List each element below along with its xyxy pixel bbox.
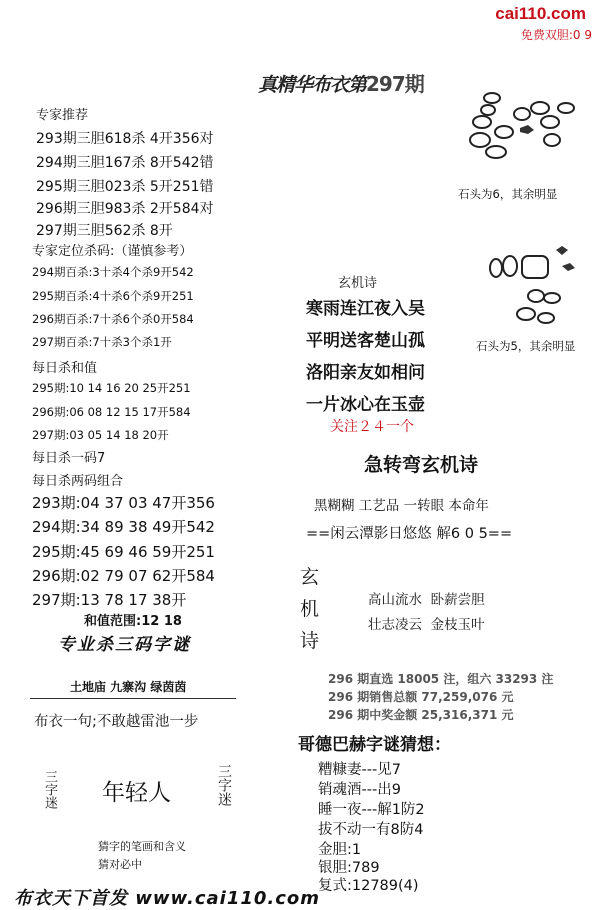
- poem-heading: 玄机诗: [338, 276, 378, 291]
- sum-line: 295期:10 14 16 20 25开251: [32, 381, 191, 395]
- poem-focus: 关注２４一个: [330, 419, 414, 435]
- xuanji-char: 诗: [300, 630, 320, 652]
- title-issue: 297期: [366, 72, 424, 96]
- kill-one-code: 每日杀一码7: [32, 451, 106, 466]
- two-code-line: 293期:04 37 03 47开356: [32, 494, 215, 512]
- site-logo-text[interactable]: cai110.com: [495, 4, 586, 23]
- expert-line: 294期三胆167杀 8开542错: [36, 155, 214, 171]
- xuanji-row: 壮志凌云 金枝玉叶: [368, 617, 485, 633]
- buyi-sentence: 布衣一句;不敢越雷池一步: [34, 714, 199, 730]
- stones-picture-1: [460, 88, 590, 170]
- free-double-pick: 免费双胆:0 9: [520, 28, 592, 42]
- stone-caption-2: 石头为5，其余明显: [476, 339, 576, 353]
- expert-line: 295期三胆023杀 5开251错: [36, 179, 214, 195]
- stone-icon: [470, 93, 574, 158]
- two-code-line: 294期:34 89 38 49开542: [32, 518, 215, 536]
- poem-line: 洛阳亲友如相问: [306, 363, 425, 383]
- position-line: 295期百杀:4十杀6个杀9开251: [32, 289, 194, 303]
- riddle-right-label: 三字迷: [216, 764, 232, 806]
- stats-line: 296 期中奖金额 25,316,371 元: [328, 708, 514, 722]
- goethe-line: 睡一夜---解1防2: [318, 802, 425, 818]
- goethe-line: 拔不动一有8防4: [318, 822, 424, 838]
- divider: [30, 698, 236, 699]
- stats-line: 296 期销售总额 77,259,076 元: [328, 690, 514, 704]
- sum-heading: 每日杀和值: [32, 361, 98, 376]
- tudi-line: 土地庙 九寨沟 绿茵茵: [70, 680, 187, 694]
- sum-line: 296期:06 08 12 15 17开584: [32, 405, 191, 419]
- two-code-heading: 每日杀两码组合: [32, 474, 124, 489]
- jizhuan-line: ==闲云潭影日悠悠 解6 0 5==: [306, 526, 513, 542]
- page-title: [258, 68, 424, 97]
- two-code-line: 296期:02 79 07 62开584: [32, 567, 215, 585]
- xuanji-char: 玄: [300, 566, 320, 588]
- poem-line: 寒雨连江夜入吴: [306, 299, 425, 319]
- riddle-hint: 猜对必中: [98, 858, 142, 871]
- poem-line: 平明送客楚山孤: [306, 331, 425, 351]
- xuanji-row: 高山流水 卧薪尝胆: [368, 592, 485, 608]
- two-code-line: 295期:45 69 46 59开251: [32, 543, 215, 561]
- goethe-heading: 哥德巴赫字谜猜想：: [298, 735, 451, 755]
- riddle-hint: 猜字的笔画和含义: [98, 840, 186, 853]
- position-heading: 专家定位杀码:（谨慎参考）: [32, 244, 193, 259]
- jizhuan-line: 黑糊糊 工艺品 一转眼 本命年: [314, 498, 489, 514]
- riddle-left-label: 三字迷: [42, 770, 57, 809]
- goethe-line: 复式:12789(4): [318, 878, 419, 894]
- position-line: 294期百杀:3十杀4个杀9开542: [32, 265, 194, 279]
- stone-caption-1: 石头为6，其余明显: [458, 187, 558, 201]
- stones-picture-2: [482, 238, 592, 330]
- poem-line: 一片冰心在玉壶: [306, 395, 425, 415]
- jizhuan-heading: 急转弯玄机诗: [364, 454, 479, 476]
- goethe-line: 糟糠妻---见7: [318, 762, 401, 778]
- stone-icon: [490, 246, 575, 323]
- xuanji-char: 机: [300, 598, 320, 620]
- position-line: 296期百杀:7十杀6个杀0开584: [32, 312, 194, 326]
- goethe-line: 银胆:789: [318, 860, 380, 876]
- two-code-line: 297期:13 78 17 38开: [32, 591, 187, 609]
- sum-range: 和值范围:12 18: [84, 614, 182, 629]
- title-text: 真精华布衣第: [258, 74, 367, 96]
- expert-line: 297期三胆562杀 8开: [36, 223, 173, 239]
- goethe-line: 销魂酒---出9: [318, 782, 401, 798]
- sum-line: 297期:03 05 14 18 20开: [32, 428, 169, 442]
- expert-heading: 专家推荐: [36, 108, 89, 123]
- expert-line: 293期三胆618杀 4开356对: [36, 131, 214, 147]
- position-line: 297期百杀:7十杀3个杀1开: [32, 335, 172, 349]
- three-code-title: 专业杀三码字谜: [58, 635, 191, 655]
- expert-line: 296期三胆983杀 2开584对: [36, 201, 214, 217]
- stats-line: 296 期直选 18005 注，组六 33293 注: [328, 672, 554, 686]
- footer-banner: 布衣天下首发 www.cai110.com: [14, 888, 321, 909]
- riddle-word: 年轻人: [102, 780, 171, 806]
- goethe-line: 金胆:1: [318, 842, 362, 858]
